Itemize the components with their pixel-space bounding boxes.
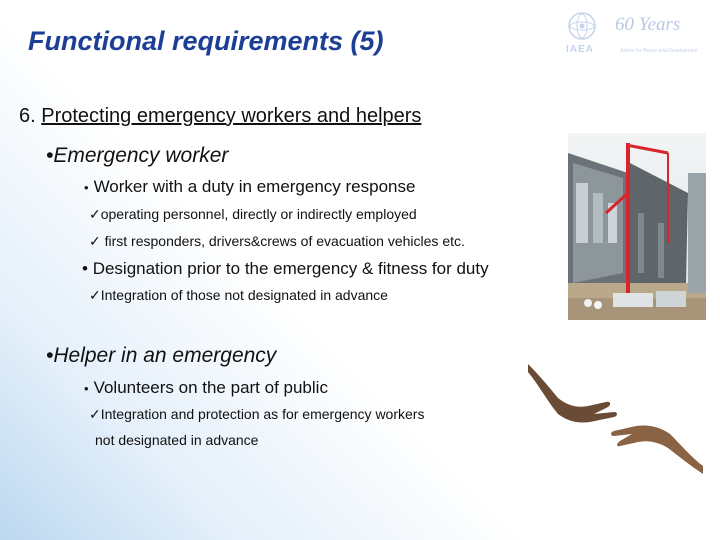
emergency-crane-photo — [568, 133, 706, 320]
designation-text: Designation prior to the emergency & fitness for duty — [92, 259, 489, 278]
section-number: 6. — [19, 105, 42, 127]
worker-definition — [84, 177, 415, 197]
helping-hands-image — [528, 362, 703, 474]
helper-check-1: ✓Integration and protection as for emergency workers — [89, 406, 425, 422]
bullet: • — [82, 259, 88, 278]
worker-check-3: ✓Integration of those not designated in advance — [89, 287, 388, 303]
logo-years: 60 Years — [615, 14, 681, 35]
emergency-worker-heading: •Emergency worker — [46, 144, 229, 167]
un-emblem-icon — [562, 10, 602, 44]
helper-check-1-continued: not designated in advance — [95, 432, 259, 448]
bullet: • — [84, 381, 89, 396]
logo-org: IAEA — [566, 44, 594, 55]
logo-tagline: Atoms for Peace and Development — [620, 48, 698, 54]
section-heading — [19, 105, 421, 128]
slide-title: Functional requirements (5) — [28, 26, 384, 56]
worker-check-1: ✓operating personnel, directly or indirectly employed — [89, 206, 417, 222]
bullet: • — [84, 180, 89, 195]
section-heading-text: Protecting emergency workers and helpers — [41, 105, 422, 127]
worker-check-2: ✓ first responders, drivers&crews of evacuation vehicles etc. — [89, 233, 465, 249]
helper-definition-text: Volunteers on the part of public — [93, 378, 328, 397]
worker-definition-text: Worker with a duty in emergency response — [93, 177, 416, 196]
designation-line — [82, 259, 489, 279]
helper-heading: •Helper in an emergency — [46, 344, 277, 367]
helper-definition — [84, 378, 328, 398]
iaea-60-years-logo — [560, 10, 710, 58]
